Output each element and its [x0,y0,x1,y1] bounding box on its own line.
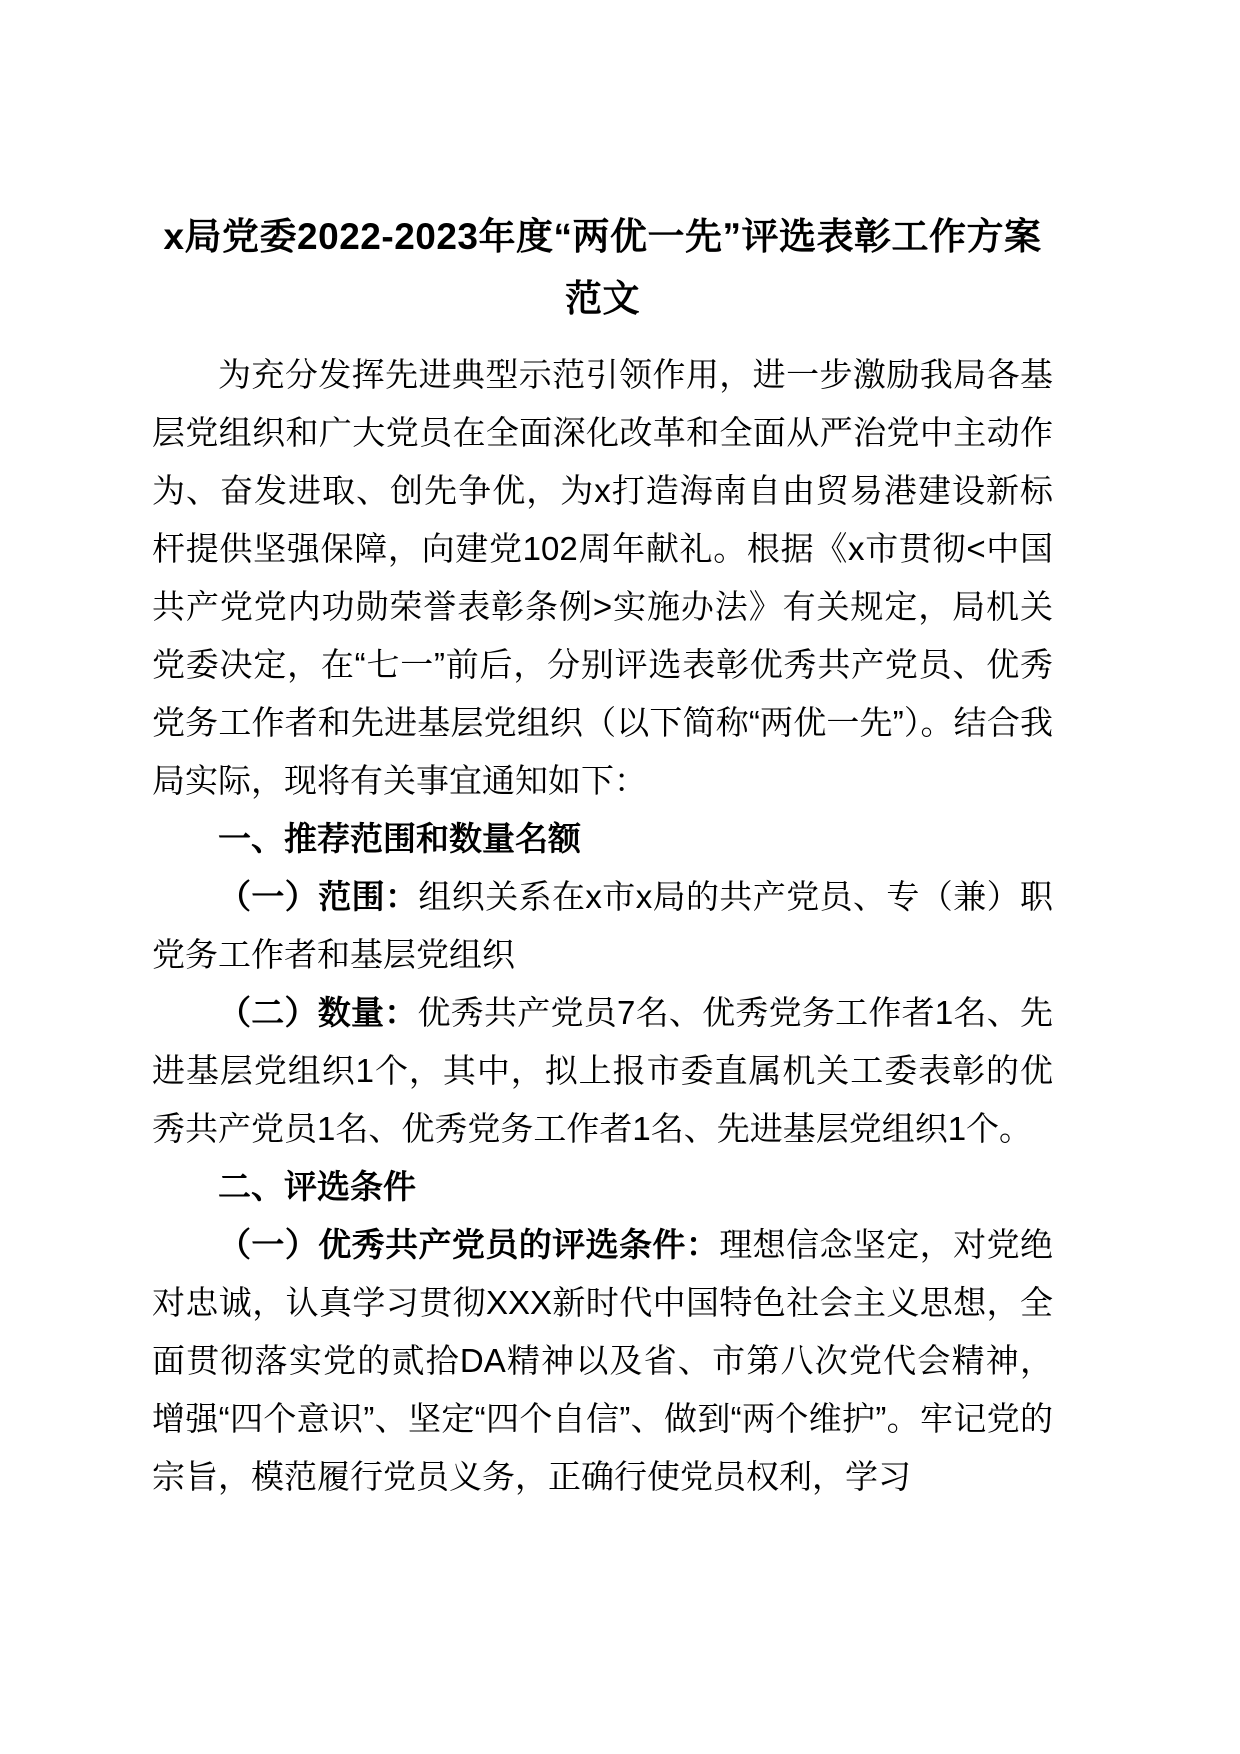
paragraph-quantity-text: 优秀共产党员7名、优秀党务工作者1名、先进基层党组织1个，其中，拟上报市委直属机关工委表彰的优秀共产党员1名、优秀党务工作者1名、先进基层党组织1个。 [152,994,1053,1147]
section-heading-selection-criteria [152,1158,1053,1216]
paragraph-intro [152,346,1053,810]
document-title: x局党委2022-2023年度“两优一先”评选表彰工作方案范文 [163,216,1042,319]
paragraph-member-criteria-text: 理想信念坚定，对党绝对忠诚，认真学习贯彻XXX新时代中国特色社会主义思想，全面贯彻落实党的贰拾DA精神以及省、市第八次党代会精神，增强“四个意识”、坚定“四个自信”、做到“两个维护”。牢记党的宗旨，模范履行党员义务，正确行使党员权利，学习 [152,1226,1054,1495]
paragraph-scope-text: 组织关系在x市x局的共产党员、专（兼）职党务工作者和基层党组织 [152,878,1054,973]
paragraph-quantity-label: （二）数量： [218,994,418,1031]
paragraph-quantity [152,984,1053,1158]
paragraph-member-criteria-label: （一）优秀共产党员的评选条件： [218,1226,720,1263]
section-heading-recommendation-scope [152,810,1053,868]
paragraph-intro-text: 为充分发挥先进典型示范引领作用，进一步激励我局各基层党组织和广大党员在全面深化改革和全面从严治党中主动作为、奋发进取、创先争优，为x打造海南自由贸易港建设新标杆提供坚强保障，向建党102周年献礼。根据《x市贯彻<中国共产党党内功勋荣誉表彰条例>实施办法》有关规定，局机关党委决定，在“七一”前后，分别评选表彰优秀共产党员、优秀党务工作者和先进基层党组织（以下简称“两优一先”）。结合我局实际，现将有关事宜通知如下： [152,356,1053,799]
section-heading-selection-criteria-text: 二、评选条件 [218,1168,416,1205]
paragraph-member-criteria [152,1216,1053,1506]
paragraph-scope [152,868,1053,984]
paragraph-scope-label: （一）范围： [218,878,419,915]
section-heading-recommendation-scope-text: 一、推荐范围和数量名额 [218,820,581,857]
document-content [152,206,1053,1506]
